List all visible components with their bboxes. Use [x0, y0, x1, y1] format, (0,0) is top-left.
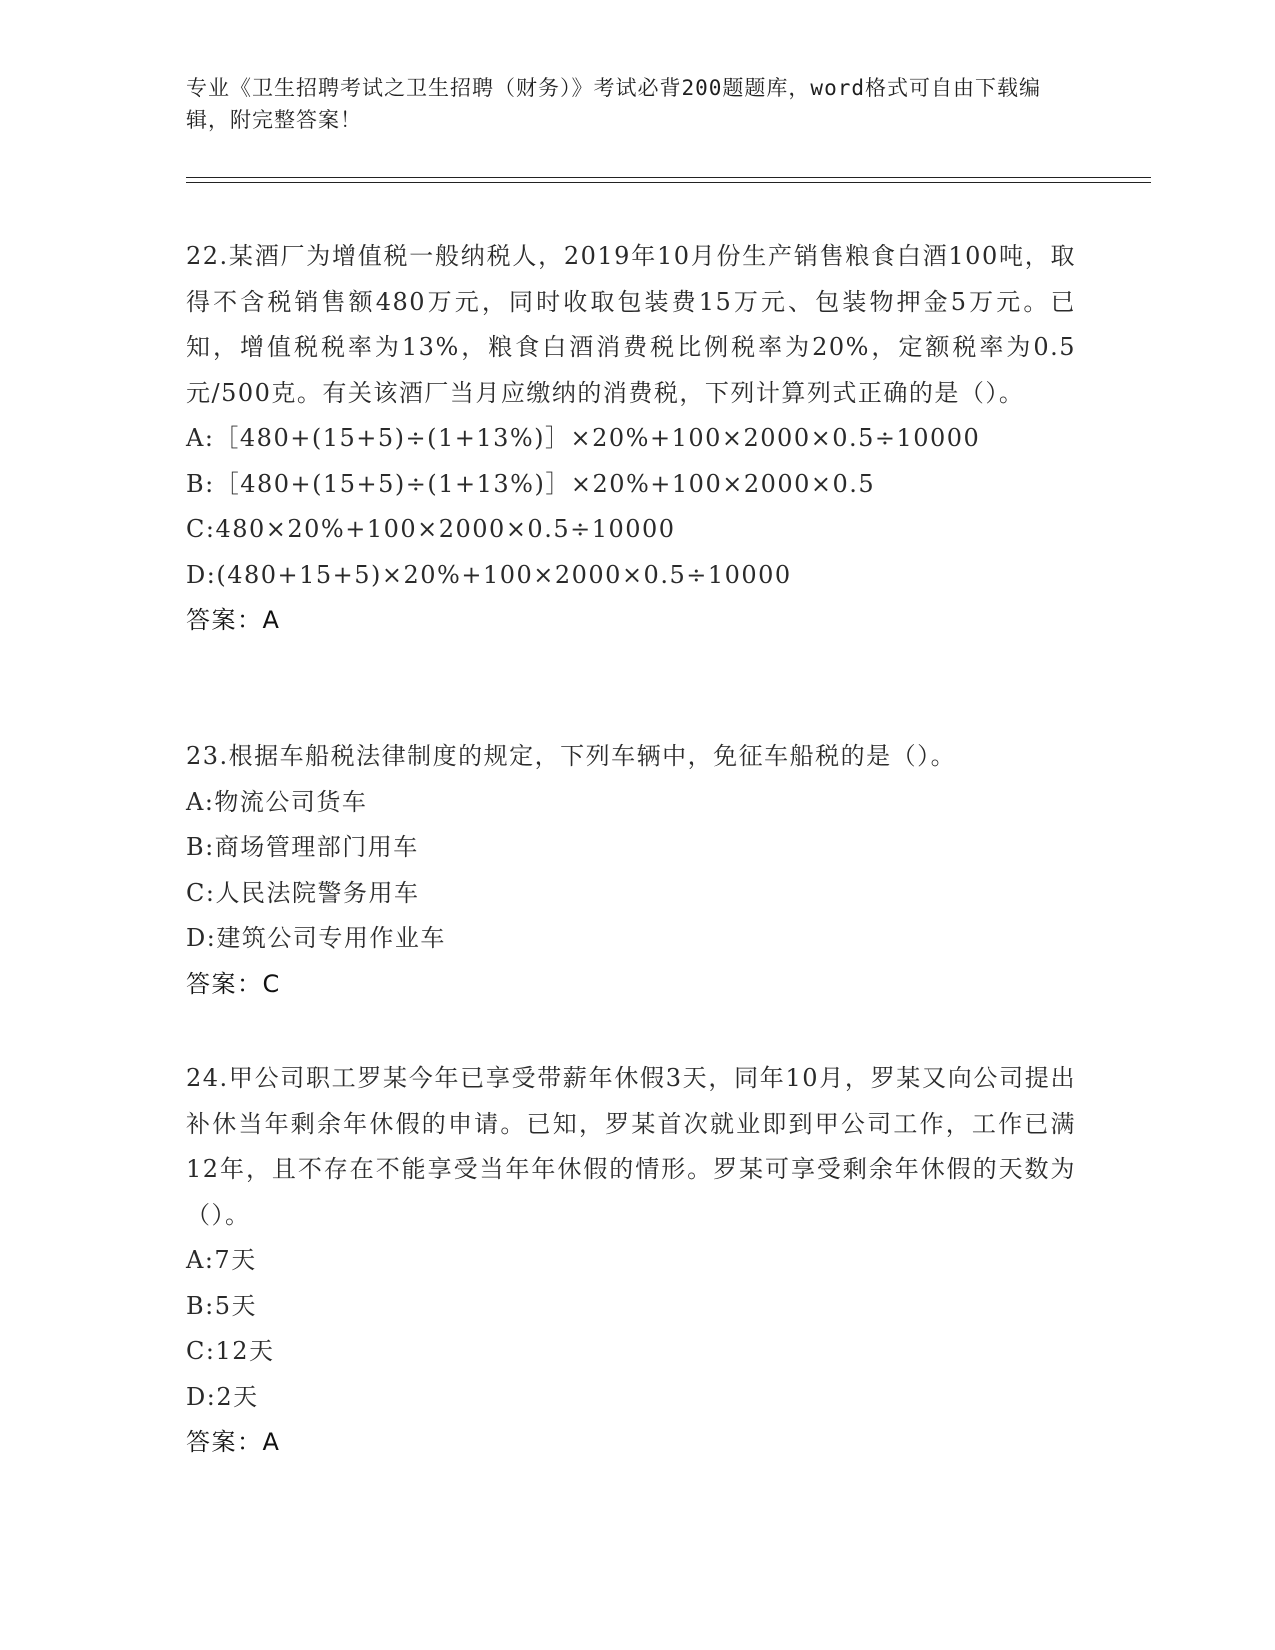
question-stem: 22.某酒厂为增值税一般纳税人，2019年10月份生产销售粮食白酒100吨，取得不含税销售额480万元，同时收取包装费15万元、包装物押金5万元。已知，增值税税率为13%，粮食白酒消费税比例税率为20%，定额税率为0.5元/500克。有关该酒厂当月应缴纳的消费税，下列计算列式正确的是（）。: [186, 242, 1076, 407]
option-b: B:［480+(15+5)÷(1+13%)］×20%+100×2000×0.5: [186, 469, 876, 498]
option-d: D:2天: [186, 1382, 259, 1411]
option-a: A:7天: [186, 1246, 257, 1274]
answer: 答案：A: [186, 1428, 281, 1456]
option-a: A:［480+(15+5)÷(1+13%)］×20%+100×2000×0.5÷10000: [186, 424, 981, 452]
question-24: [186, 1056, 1076, 1466]
option-d: D:(480+15+5)×20%+100×2000×0.5÷10000: [186, 560, 792, 589]
option-c: C:480×20%+100×2000×0.5÷10000: [186, 515, 676, 543]
option-d: D:建筑公司专用作业车: [186, 924, 446, 952]
option-c: C:人民法院警务用车: [186, 878, 420, 907]
document-header: 专业《卫生招聘考试之卫生招聘（财务）》考试必背200题题库，word格式可自由下载编辑，附完整答案！: [186, 76, 1041, 132]
option-c: C:12天: [186, 1337, 275, 1365]
answer: 答案：C: [186, 969, 281, 998]
question-23: [186, 734, 1076, 1007]
question-stem: 23.根据车船税法律制度的规定，下列车辆中，免征车船税的是（）。: [186, 742, 957, 770]
question-22: [186, 234, 1076, 644]
header-divider-bottom: [186, 182, 1151, 183]
option-b: B:5天: [186, 1291, 257, 1320]
header-divider-top: [186, 177, 1151, 178]
answer: 答案：A: [186, 606, 281, 634]
option-b: B:商场管理部门用车: [186, 833, 419, 861]
question-stem: 24.甲公司职工罗某今年已享受带薪年休假3天，同年10月，罗某又向公司提出补休当年剩余年休假的申请。已知，罗某首次就业即到甲公司工作，工作已满12年，且不存在不能享受当年年休假的情形。罗某可享受剩余年休假的天数为（）。: [186, 1064, 1076, 1229]
option-a: A:物流公司货车: [186, 787, 368, 816]
